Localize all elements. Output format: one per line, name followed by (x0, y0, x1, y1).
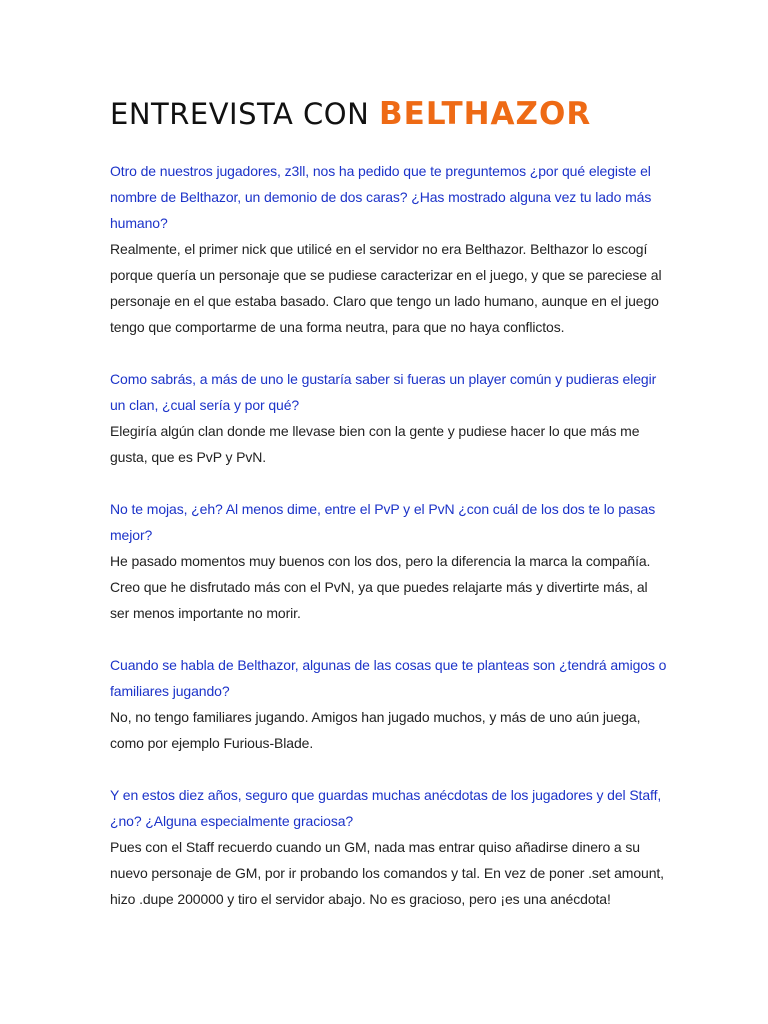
interview-answer: Pues con el Staff recuerdo cuando un GM, nada mas entrar quiso añadirse dinero a su nuevo personaje de GM, por ir probando los comandos y tal. En vez de poner .set amount, hizo .dupe 200000 y tiro el servidor abajo. No es gracioso, pero ¡es una anécdota! (110, 839, 664, 907)
interview-answer: No, no tengo familiares jugando. Amigos han jugado muchos, y más de uno aún juega, como por ejemplo Furious-Blade. (110, 709, 641, 751)
interview-question: No te mojas, ¿eh? Al menos dime, entre el PvP y el PvN ¿con cuál de los dos te lo pasas mejor? (110, 501, 656, 543)
interview-item-2 (110, 366, 670, 470)
interview-answer: Realmente, el primer nick que utilicé en el servidor no era Belthazor. Belthazor lo escogí porque quería un personaje que se pudiese caracterizar en el juego, y que se pareciese al personaje en el que estaba basado. Claro que tengo un lado humano, aunque en el juego tengo que comportarme de una forma neutra, para que no haya conflictos. (110, 241, 662, 335)
title-name: BELTHAZOR (379, 96, 592, 132)
interview-answer: Elegiría algún clan donde me llevase bien con la gente y pudiese hacer lo que más me gusta, que es PvP y PvN. (110, 423, 640, 465)
interview-question: Cuando se habla de Belthazor, algunas de las cosas que te planteas son ¿tendrá amigos o familiares jugando? (110, 657, 667, 699)
interview-item-3 (110, 496, 670, 626)
document-page (110, 90, 670, 938)
interview-item-1 (110, 158, 670, 340)
interview-answer: He pasado momentos muy buenos con los dos, pero la diferencia la marca la compañía. Creo que he disfrutado más con el PvN, ya que puedes relajarte más y divertirte más, al ser menos importante no morir. (110, 553, 651, 621)
interview-item-5 (110, 782, 670, 912)
interview-question: Como sabrás, a más de uno le gustaría saber si fueras un player común y pudieras elegir un clan, ¿cual sería y por qué? (110, 371, 657, 413)
interview-question: Y en estos diez años, seguro que guardas muchas anécdotas de los jugadores y del Staff, ¿no? ¿Alguna especialmente graciosa? (110, 787, 662, 829)
interview-question: Otro de nuestros jugadores, z3ll, nos ha pedido que te preguntemos ¿por qué elegiste el nombre de Belthazor, un demonio de dos caras? ¿Has mostrado alguna vez tu lado más humano? (110, 163, 652, 231)
page-title (110, 90, 670, 136)
interview-item-4 (110, 652, 670, 756)
title-prefix: ENTREVISTA CON (110, 97, 380, 131)
